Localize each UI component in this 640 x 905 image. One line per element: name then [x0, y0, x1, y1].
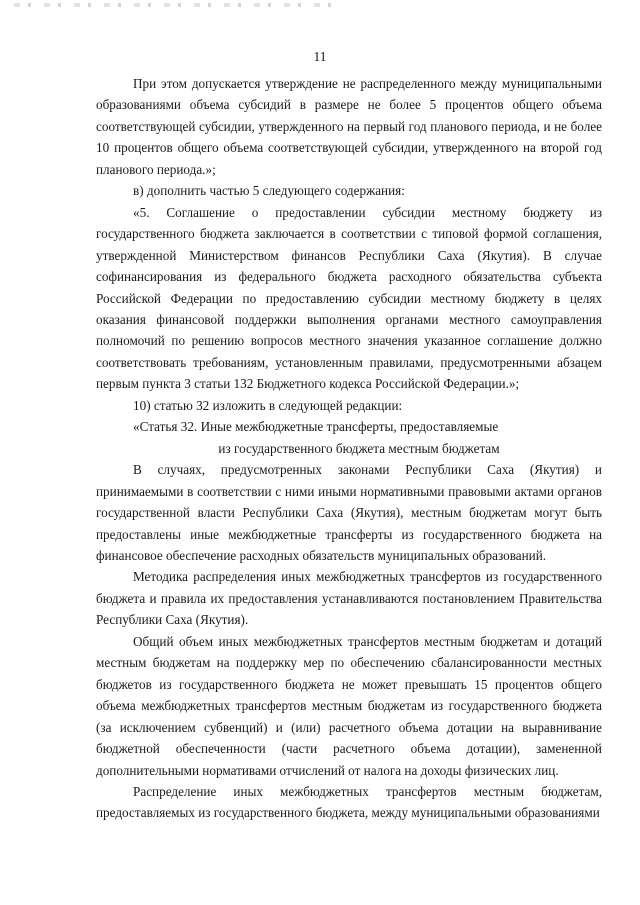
article-heading-line-1: «Статья 32. Иные межбюджетные трансферты, предоставляемые — [133, 419, 499, 435]
paragraph-total-volume: Общий объем иных межбюджетных трансфертов местным бюджетам и дотаций местным бюджетам на поддержку мер по обеспечению сбалансированности местных бюджетов из государственного бюджета не может превышать 15 процентов общего объема межбюджетных трансфертов местным бюджетам из государственного бюджета (за исключением субвенций) и (или) расчетного объема дотации на выравнивание бюджетной обеспеченности (части расчетного объема дотации), замененной дополнительными нормативами отчислений от налога на доходы физических лиц. — [96, 633, 602, 778]
paragraph-methodology: Методика распределения иных межбюджетных трансфертов из государственного бюджета и правила их предоставления устанавливаются постановлением Правительства Республики Саха (Якутия). — [96, 569, 602, 628]
document-body — [96, 73, 602, 824]
paragraph-part-5-agreement: «5. Соглашение о предоставлении субсидии местному бюджету из государственного бюджета заключается в соответствии с типовой формой соглашения, утвержденной Министерством финансов Республики Саха (Якутия). В случае софинансирования из федерального бюджета расходного обязательства субъекта Российской Федерации по предоставлению субсидии местному бюджету в целях оказания финансовой поддержки выполнения органами местного самоуправления полномочий по решению вопросов местного значения указанное соглашение должно соответствовать требованиям, установленным правилами, предусмотренными абзацем первым пункта 3 статьи 132 Бюджетного кодекса Российской Федерации.»; — [96, 204, 602, 392]
scan-artifact — [14, 3, 344, 7]
paragraph-article-32-amend: 10) статью 32 изложить в следующей редакции: — [133, 397, 403, 413]
paragraph-subsidy-approval: При этом допускается утверждение не распределенного между муниципальными образованиями объема субсидий в размере не более 5 процентов общего объема соответствующей субсидии, утвержденного на первый год планового периода, и не более 10 процентов общего объема соответствующей субсидии, утвержденного на второй год планового периода.»; — [96, 76, 602, 177]
paragraph-other-transfers: В случаях, предусмотренных законами Республики Саха (Якутия) и принимаемыми в соответствии с ними иными нормативными правовыми актами органов государственной власти Республики Саха (Якутия), местным бюджетам могут быть предоставлены иные межбюджетные трансферты из государственного бюджета на финансовое обеспечение расходных обязательств муниципальных образований. — [96, 462, 602, 563]
paragraph-distribution: Распределение иных межбюджетных трансфертов местным бюджетам, предоставляемых из государственного бюджета, между муниципальными образованиями — [96, 783, 602, 821]
paragraph-add-part-5: в) дополнить частью 5 следующего содержания: — [133, 183, 405, 199]
page-number: 11 — [313, 49, 327, 64]
article-heading-line-2: из государственного бюджета местным бюджетам — [218, 440, 500, 456]
